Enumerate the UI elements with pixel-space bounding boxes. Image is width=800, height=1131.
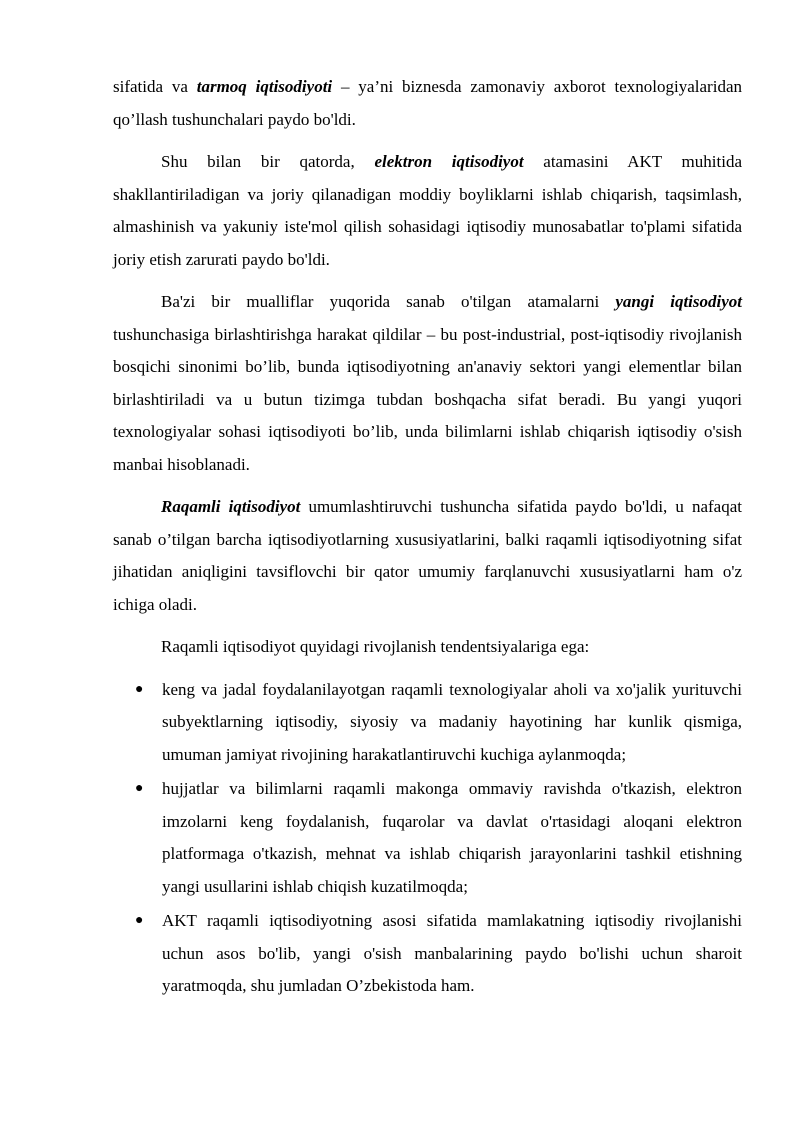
bullet-icon: ● [135, 781, 144, 796]
paragraph-text: sifatida va [113, 77, 197, 96]
list-item-text: AKT raqamli iqtisodiyotning asosi sifatida mamlakatning iqtisodiy rivojlanishi uchun asos bo'lib, yangi o'sish manbalarining paydo bo'lishi uchun sharoit yaratmoqda, shu jumladan O’zbekistoda ham. [162, 911, 742, 995]
term-digital-economy: Raqamli iqtisodiyot [161, 497, 301, 516]
paragraph-new-economy [113, 286, 742, 481]
paragraph-text: tushunchasiga birlashtirishga harakat qildilar – bu post-industrial, post-iqtisodiy rivojlanish bosqichi sinonimi bo’lib, bunda iqtisodiyotning an'anaviy sektori yangi elementlar bilan birlashtiriladi va u butun tizimga tubdan boshqacha sifat beradi. Bu yangi yuqori texnologiyalar sohasi iqtisodiyoti bo’lib, unda bilimlarni ishlab chiqarish iqtisodiy o'sish manbai hisoblanadi. [113, 324, 742, 474]
list-item-text: hujjatlar va bilimlarni raqamli makonga ommaviy ravishda o'tkazish, elektron imzolarni keng foydalanish, fuqarolar va davlat o'rtasidagi aloqani elektron platformaga o'tkazish, mehnat va ishlab chiqarish jarayonlarini tashkil etishning yangi usullarini ishlab chiqish kuzatilmoqda; [162, 779, 742, 896]
paragraph-text: Shu bilan bir qatorda, [161, 152, 375, 171]
paragraph-text: umumlashtiruvchi tushuncha sifatida paydo bo'ldi, u nafaqat sanab o’tilgan barcha iqtisodiyotlarning xususiyatlarini, balki raqamli iqtisodiyotning sifat jihatidan aniqligini tavsiflovchi bir qator umumiy farqlanuvchi xususiyatlarni ham o'z ichiga oladi. [113, 497, 742, 614]
bullet-icon: ● [135, 913, 144, 928]
trends-list [113, 674, 742, 1003]
paragraph-text: – ya’ni biznesda zamonaviy axborot texnologiyalaridan qo’llash tushunchalari paydo bo'ldi. [113, 77, 742, 129]
term-new-economy: yangi iqtisodiyot [615, 292, 743, 311]
list-item [113, 674, 742, 772]
term-network-economy: tarmoq iqtisodiyoti [196, 77, 333, 96]
list-item [113, 773, 742, 903]
paragraph-text: atamasini AKT muhitida shakllantiriladigan va joriy qilanadigan moddiy boyliklarni ishlab chiqarish, taqsimlash, almashinish va yakuniy iste'mol qilish sohasidagi iqtisodiy munosabatlar to'plami sifatida joriy etish zarurati paydo bo'ldi. [113, 152, 742, 269]
paragraph-text: Ba'zi bir mualliflar yuqorida sanab o'tilgan atamalarni [161, 292, 616, 311]
paragraph-electronic-economy [113, 146, 742, 276]
list-item-text: keng va jadal foydalanilayotgan raqamli texnologiyalar aholi va xo'jalik yurituvchi subyektlarning iqtisodiy, siyosiy va madaniy hayotining har kunlik qismiga, umuman jamiyat rivojining harakatlantiruvchi kuchiga aylanmoqda; [162, 679, 742, 764]
paragraph-digital-economy [113, 491, 742, 621]
paragraph-network-economy [113, 71, 742, 136]
bullet-icon: ● [135, 681, 144, 697]
term-electronic-economy: elektron iqtisodiyot [374, 152, 524, 171]
list-intro: Raqamli iqtisodiyot quyidagi rivojlanish tendentsiyalariga ega: [161, 637, 590, 656]
list-item [113, 905, 742, 1003]
document-page [113, 71, 742, 1005]
